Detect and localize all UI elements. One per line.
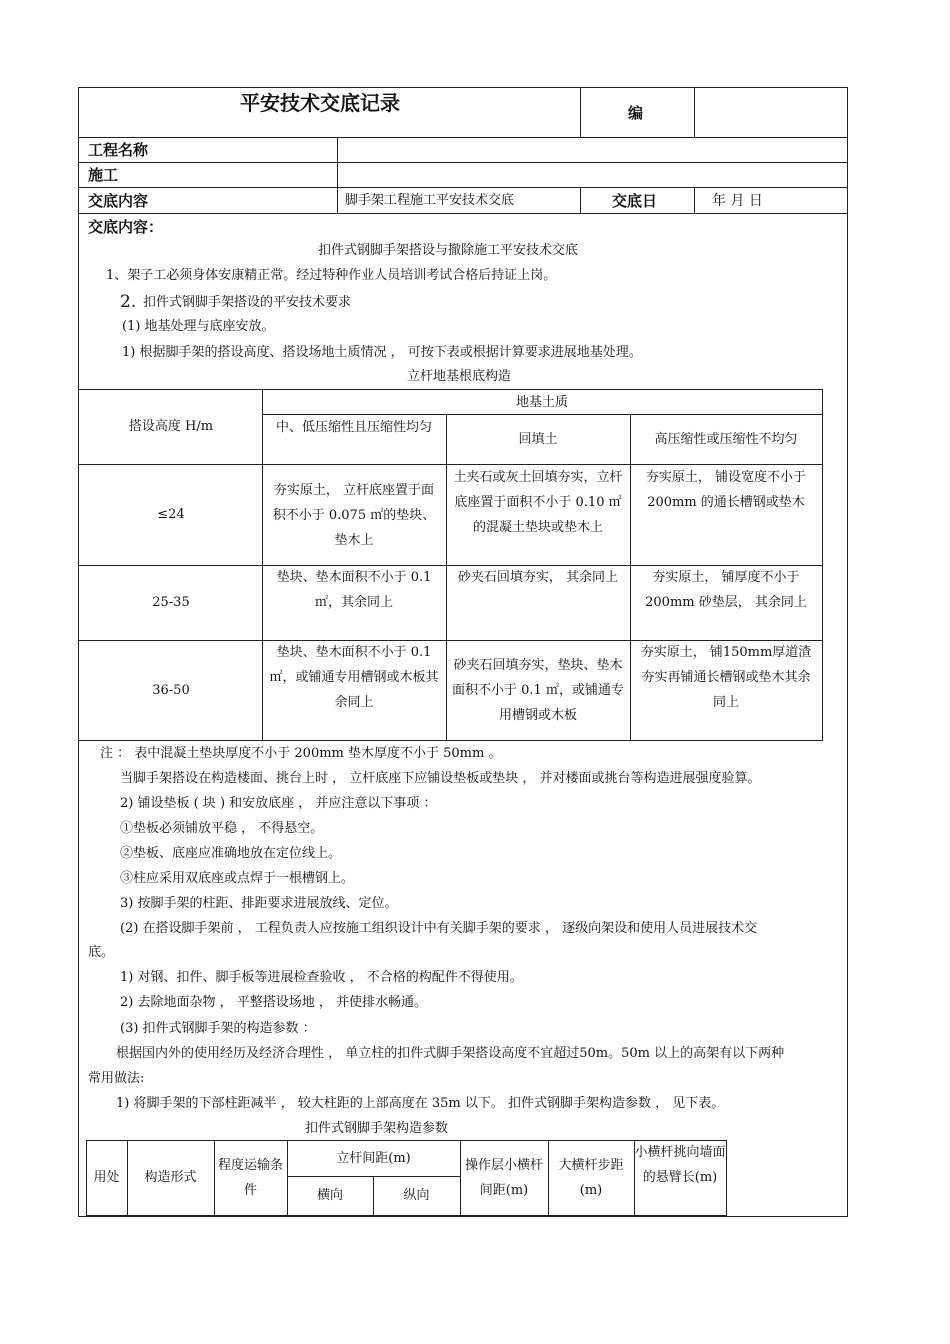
table1-cell: 夯实原土， 铺150mm厚道渣夯实再铺通长槽钢或垫木其余同上 xyxy=(640,645,812,710)
paragraph: 当脚手架搭设在构造楼面、挑台上时 ， 立杆底座下应铺设垫板或垫块 ， 并对楼面或挑台等构造进展强度验算。 xyxy=(120,771,761,786)
table1-cell: 砂夹石回填夯实，垫块、垫木面积不小于 0.1 ㎡，或铺通专用槽钢或木板 xyxy=(452,658,624,723)
table2-header-cantilever: 小横杆挑向墙面的悬臂长(m) xyxy=(634,1145,726,1185)
table1-cell: 垫块、垫木面积不小于 0.1 ㎡，或铺通专用槽钢或木板其余同上 xyxy=(269,645,439,710)
paragraph: 1) 根据脚手架的搭设高度、搭设场地土质情况 ， 可按下表或根据计算要求进展地基处理。 xyxy=(122,345,642,360)
table1-cell: 夯实原土， 铺设宽度不小于 200mm 的通长槽钢或垫木 xyxy=(645,470,807,510)
code-label: 编 xyxy=(628,104,644,122)
table1-cell-height: 36-50 xyxy=(152,683,190,698)
table2-header-horizontal: 横向 xyxy=(316,1188,343,1203)
paragraph: 1、架子工必须身体安康精正常。经过特种作业人员培训考试合格后持证上岗。 xyxy=(106,268,557,283)
table1-cell: 夯实原土， 立杆底座置于面积不小于 0.075 ㎡的垫块、垫木上 xyxy=(272,483,436,548)
table2-header-big-bar: 大横杆步距(m) xyxy=(558,1158,624,1198)
date-label: 交底日 xyxy=(612,192,658,210)
table1-cell: 夯实原土， 铺厚度不小于 200mm 砂垫层， 其余同上 xyxy=(645,570,807,610)
table1-cell: 砂夹石回填夯实， 其余同上 xyxy=(457,570,619,585)
table1-cell: 土夹石或灰土回填夯实，立杆底座置于面积不小于 0.10 ㎡的混凝土垫块或垫木上 xyxy=(453,470,623,535)
paragraph: 根据国内外的使用经历及经济合理性 ， 单立柱的扣件式脚手架搭设高度不宜超过50m。50m 以上的高架有以下两种 xyxy=(116,1046,785,1061)
date-value: 年 月 日 xyxy=(712,193,763,209)
table1-cell-height: 25-35 xyxy=(152,595,190,610)
paragraph: 底。 xyxy=(88,945,115,960)
table-title: 立杆地基根底构造 xyxy=(407,369,512,384)
table1-subheader: 高压缩性或压缩性不均匀 xyxy=(654,432,798,447)
table1-cell-height: ≤24 xyxy=(157,507,185,522)
table1-header-height: 搭设高度 H/m xyxy=(128,419,214,434)
table2-header-load: 程度运输条件 xyxy=(217,1158,283,1198)
paragraph: 1) 将脚手架的下部柱距减半 ， 较大柱距的上部高度在 35m 以下。 扣件式钢脚手架构造参数 ， 见下表。 xyxy=(116,1096,725,1111)
section-heading: 扣件式钢脚手架搭设的平安技术要求 xyxy=(143,295,352,310)
content-value: 脚手架工程施工平安技术交底 xyxy=(345,193,515,208)
paragraph: 2) 去除地面杂物 ， 平整搭设场地 ， 并使排水畅通。 xyxy=(120,995,428,1010)
paragraph: ③柱应采用双底座或点焊于一根槽钢上。 xyxy=(120,871,355,886)
table2-header-vertical: 纵向 xyxy=(403,1188,430,1203)
table2-header-form: 构造形式 xyxy=(144,1170,197,1185)
paragraph: 1) 对钢、扣件、脚手板等进展检查验收 ， 不合格的构配件不得使用。 xyxy=(120,970,523,985)
subtitle: 扣件式钢脚手架搭设与撤除施工平安技术交底 xyxy=(318,243,579,258)
table1-subheader: 中、低压缩性且压缩性均匀 xyxy=(275,420,432,435)
construction-label: 施工 xyxy=(88,166,119,184)
paragraph: 2) 铺设垫板 ( 块 ) 和安放底座 ， 并应注意以下事项 ： xyxy=(120,796,437,811)
table-title: 扣件式钢脚手架构造参数 xyxy=(305,1121,449,1136)
table2-header-spacing: 立杆间距(m) xyxy=(336,1151,411,1166)
section-number: 2. xyxy=(120,292,137,312)
paragraph: (3) 扣件式钢脚手架的构造参数 ： xyxy=(120,1021,316,1036)
table2-header-use: 用处 xyxy=(93,1170,120,1185)
body-label: 交底内容： xyxy=(88,218,164,236)
paragraph: (1) 地基处理与底座安放。 xyxy=(122,319,275,334)
table1-header-soil: 地基土质 xyxy=(515,395,568,410)
paragraph: ②垫板、底座应准确地放在定位线上。 xyxy=(120,846,342,861)
table1-cell: 垫块、垫木面积不小于 0.1 ㎡，其余同上 xyxy=(276,570,432,610)
paragraph: (2) 在搭设脚手架前 ， 工程负责人应按施工组织设计中有关脚手架的要求 ， 逐级向架设和使用人员进展技术交 xyxy=(120,921,758,936)
project-label: 工程名称 xyxy=(88,141,149,159)
page-title: 平安技术交底记录 xyxy=(240,91,400,115)
table2-header-small-bar: 操作层小横杆间距(m) xyxy=(464,1158,543,1198)
paragraph: ①垫板必须铺放平稳 ， 不得悬空。 xyxy=(120,821,324,836)
content-label: 交底内容 xyxy=(88,192,149,210)
table-note: 注 ： 表中混凝土垫块厚度不小于 200mm 垫木厚度不小于 50mm 。 xyxy=(100,746,502,761)
paragraph: 3) 按脚手架的柱距、排距要求进展放线、定位。 xyxy=(120,896,398,911)
table1-subheader: 回填土 xyxy=(518,432,558,447)
paragraph: 常用做法: xyxy=(88,1071,145,1086)
